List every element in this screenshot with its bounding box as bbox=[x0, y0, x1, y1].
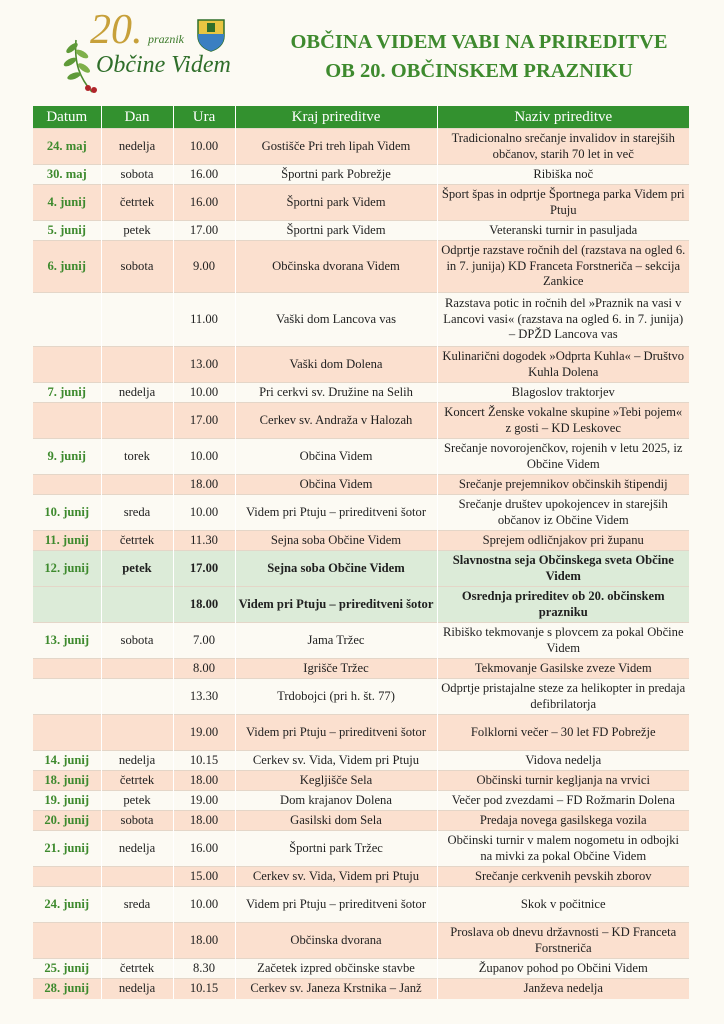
date-cell: 24. junij bbox=[33, 887, 101, 923]
day-cell: nedelja bbox=[101, 751, 173, 771]
table-row bbox=[33, 659, 689, 679]
date-cell bbox=[33, 293, 101, 347]
table-row bbox=[33, 293, 689, 347]
header-datum: Datum bbox=[33, 106, 101, 129]
table-body bbox=[33, 129, 689, 999]
day-cell: sobota bbox=[101, 165, 173, 185]
time-cell: 15.00 bbox=[173, 867, 235, 887]
event-cell: Vidova nedelja bbox=[437, 751, 689, 771]
event-cell: Tradicionalno srečanje invalidov in starejših občanov, starih 70 let in več bbox=[437, 129, 689, 165]
title-line-2: OB 20. OBČINSKEM PRAZNIKU bbox=[325, 60, 633, 82]
event-cell: Skok v počitnice bbox=[437, 887, 689, 923]
place-cell: Občinska dvorana bbox=[235, 923, 437, 959]
day-cell bbox=[101, 587, 173, 623]
table-row bbox=[33, 623, 689, 659]
table-row bbox=[33, 751, 689, 771]
time-cell: 16.00 bbox=[173, 831, 235, 867]
time-cell: 18.00 bbox=[173, 771, 235, 791]
day-cell bbox=[101, 347, 173, 383]
day-cell: sobota bbox=[101, 811, 173, 831]
date-cell: 7. junij bbox=[33, 383, 101, 403]
day-cell: četrtek bbox=[101, 185, 173, 221]
place-cell: Občinska dvorana Videm bbox=[235, 241, 437, 293]
place-cell: Cerkev sv. Janeza Krstnika – Janž bbox=[235, 979, 437, 999]
event-cell: Občinski turnir v malem nogometu in odbojki na mivki za pokal Občine Videm bbox=[437, 831, 689, 867]
event-cell: Kulinarični dogodek »Odprta Kuhla« – Društvo Kuhla Dolena bbox=[437, 347, 689, 383]
place-cell: Začetek izpred občinske stavbe bbox=[235, 959, 437, 979]
time-cell: 11.30 bbox=[173, 531, 235, 551]
date-cell: 5. junij bbox=[33, 221, 101, 241]
event-cell: Srečanje prejemnikov občinskih štipendij bbox=[437, 475, 689, 495]
table-row bbox=[33, 185, 689, 221]
event-cell: Slavnostna seja Občinskega sveta Občine Videm bbox=[437, 551, 689, 587]
logo-name: Občine Videm bbox=[96, 52, 231, 78]
place-cell: Kegljišče Sela bbox=[235, 771, 437, 791]
event-cell: Folklorni večer – 30 let FD Pobrežje bbox=[437, 715, 689, 751]
place-cell: Vaški dom Dolena bbox=[235, 347, 437, 383]
time-cell: 18.00 bbox=[173, 475, 235, 495]
table-row bbox=[33, 383, 689, 403]
day-cell: petek bbox=[101, 221, 173, 241]
day-cell bbox=[101, 923, 173, 959]
time-cell: 10.15 bbox=[173, 979, 235, 999]
time-cell: 8.30 bbox=[173, 959, 235, 979]
time-cell: 19.00 bbox=[173, 791, 235, 811]
event-cell: Ribiško tekmovanje s plovcem za pokal Občine Videm bbox=[437, 623, 689, 659]
day-cell bbox=[101, 867, 173, 887]
date-cell: 13. junij bbox=[33, 623, 101, 659]
table-row bbox=[33, 439, 689, 475]
time-cell: 13.30 bbox=[173, 679, 235, 715]
day-cell bbox=[101, 659, 173, 679]
page-title bbox=[244, 28, 714, 86]
day-cell: četrtek bbox=[101, 959, 173, 979]
time-cell: 8.00 bbox=[173, 659, 235, 679]
table-row bbox=[33, 791, 689, 811]
date-cell bbox=[33, 347, 101, 383]
event-cell: Ribiška noč bbox=[437, 165, 689, 185]
date-cell: 12. junij bbox=[33, 551, 101, 587]
page-header bbox=[0, 0, 724, 104]
header-ura: Ura bbox=[173, 106, 235, 129]
date-cell: 10. junij bbox=[33, 495, 101, 531]
table-row bbox=[33, 867, 689, 887]
time-cell: 17.00 bbox=[173, 403, 235, 439]
day-cell: nedelja bbox=[101, 979, 173, 999]
day-cell: četrtek bbox=[101, 771, 173, 791]
event-cell: Srečanje cerkvenih pevskih zborov bbox=[437, 867, 689, 887]
table-row bbox=[33, 403, 689, 439]
place-cell: Videm pri Ptuju – prireditveni šotor bbox=[235, 887, 437, 923]
date-cell: 24. maj bbox=[33, 129, 101, 165]
time-cell: 16.00 bbox=[173, 165, 235, 185]
time-cell: 7.00 bbox=[173, 623, 235, 659]
place-cell: Sejna soba Občine Videm bbox=[235, 531, 437, 551]
table-row bbox=[33, 129, 689, 165]
place-cell: Jama Tržec bbox=[235, 623, 437, 659]
time-cell: 10.00 bbox=[173, 383, 235, 403]
table-row bbox=[33, 771, 689, 791]
event-cell: Koncert Ženske vokalne skupine »Tebi pojem« z gosti – KD Leskovec bbox=[437, 403, 689, 439]
day-cell: nedelja bbox=[101, 383, 173, 403]
day-cell: sreda bbox=[101, 887, 173, 923]
event-cell: Šport špas in odprtje Športnega parka Videm pri Ptuju bbox=[437, 185, 689, 221]
date-cell bbox=[33, 587, 101, 623]
date-cell: 14. junij bbox=[33, 751, 101, 771]
event-cell: Proslava ob dnevu državnosti – KD Franceta Forstneriča bbox=[437, 923, 689, 959]
table-row bbox=[33, 679, 689, 715]
date-cell bbox=[33, 403, 101, 439]
event-cell: Razstava potic in ročnih del »Praznik na vasi v Lancovi vasi« (razstava na ogled 6. in 7. junija) – DPŽD Lancova vas bbox=[437, 293, 689, 347]
place-cell: Gasilski dom Sela bbox=[235, 811, 437, 831]
table-row bbox=[33, 887, 689, 923]
day-cell bbox=[101, 715, 173, 751]
event-cell: Odprtje pristajalne steze za helikopter in predaja defibrilatorja bbox=[437, 679, 689, 715]
place-cell: Dom krajanov Dolena bbox=[235, 791, 437, 811]
date-cell: 30. maj bbox=[33, 165, 101, 185]
date-cell bbox=[33, 679, 101, 715]
place-cell: Videm pri Ptuju – prireditveni šotor bbox=[235, 495, 437, 531]
event-cell: Predaja novega gasilskega vozila bbox=[437, 811, 689, 831]
logo-number: 20. bbox=[90, 7, 143, 53]
table-row bbox=[33, 959, 689, 979]
day-cell: četrtek bbox=[101, 531, 173, 551]
table-header-row bbox=[33, 106, 689, 129]
place-cell: Cerkev sv. Vida, Videm pri Ptuju bbox=[235, 751, 437, 771]
date-cell: 18. junij bbox=[33, 771, 101, 791]
event-cell: Janževa nedelja bbox=[437, 979, 689, 999]
place-cell: Trdobojci (pri h. št. 77) bbox=[235, 679, 437, 715]
place-cell: Sejna soba Občine Videm bbox=[235, 551, 437, 587]
time-cell: 10.00 bbox=[173, 439, 235, 475]
table-row bbox=[33, 923, 689, 959]
time-cell: 10.15 bbox=[173, 751, 235, 771]
date-cell bbox=[33, 659, 101, 679]
table-row bbox=[33, 221, 689, 241]
place-cell: Videm pri Ptuju – prireditveni šotor bbox=[235, 587, 437, 623]
table-row bbox=[33, 241, 689, 293]
time-cell: 9.00 bbox=[173, 241, 235, 293]
date-cell: 6. junij bbox=[33, 241, 101, 293]
day-cell bbox=[101, 475, 173, 495]
place-cell: Gostišče Pri treh lipah Videm bbox=[235, 129, 437, 165]
table-row bbox=[33, 495, 689, 531]
logo bbox=[62, 7, 232, 96]
table-row bbox=[33, 347, 689, 383]
logo-praznik: praznik bbox=[148, 32, 184, 46]
time-cell: 18.00 bbox=[173, 811, 235, 831]
date-cell: 4. junij bbox=[33, 185, 101, 221]
header-dan: Dan bbox=[101, 106, 173, 129]
place-cell: Cerkev sv. Andraža v Halozah bbox=[235, 403, 437, 439]
place-cell: Športni park Videm bbox=[235, 221, 437, 241]
date-cell: 9. junij bbox=[33, 439, 101, 475]
date-cell bbox=[33, 923, 101, 959]
place-cell: Občina Videm bbox=[235, 439, 437, 475]
day-cell bbox=[101, 403, 173, 439]
place-cell: Videm pri Ptuju – prireditveni šotor bbox=[235, 715, 437, 751]
date-cell: 11. junij bbox=[33, 531, 101, 551]
day-cell: petek bbox=[101, 551, 173, 587]
events-table bbox=[33, 106, 689, 999]
day-cell: petek bbox=[101, 791, 173, 811]
table-row bbox=[33, 531, 689, 551]
time-cell: 17.00 bbox=[173, 221, 235, 241]
date-cell: 20. junij bbox=[33, 811, 101, 831]
day-cell bbox=[101, 679, 173, 715]
event-cell: Srečanje novorojenčkov, rojenih v letu 2025, iz Občine Videm bbox=[437, 439, 689, 475]
day-cell: torek bbox=[101, 439, 173, 475]
place-cell: Cerkev sv. Vida, Videm pri Ptuju bbox=[235, 867, 437, 887]
table-row bbox=[33, 475, 689, 495]
title-line-1: OBČINA VIDEM VABI NA PRIREDITVE bbox=[290, 31, 668, 53]
time-cell: 10.00 bbox=[173, 495, 235, 531]
date-cell: 25. junij bbox=[33, 959, 101, 979]
time-cell: 18.00 bbox=[173, 587, 235, 623]
day-cell: nedelja bbox=[101, 129, 173, 165]
event-cell: Odprtje razstave ročnih del (razstava na ogled 6. in 7. junija) KD Franceta Forstneriča – sekcija Zankice bbox=[437, 241, 689, 293]
date-cell: 19. junij bbox=[33, 791, 101, 811]
day-cell: sobota bbox=[101, 241, 173, 293]
table-row bbox=[33, 165, 689, 185]
event-cell: Večer pod zvezdami – FD Rožmarin Dolena bbox=[437, 791, 689, 811]
place-cell: Vaški dom Lancova vas bbox=[235, 293, 437, 347]
time-cell: 16.00 bbox=[173, 185, 235, 221]
event-cell: Srečanje društev upokojencev in starejših občanov iz Občine Videm bbox=[437, 495, 689, 531]
place-cell: Igrišče Tržec bbox=[235, 659, 437, 679]
header-naziv: Naziv prireditve bbox=[437, 106, 689, 129]
time-cell: 13.00 bbox=[173, 347, 235, 383]
event-cell: Tekmovanje Gasilske zveze Videm bbox=[437, 659, 689, 679]
time-cell: 10.00 bbox=[173, 129, 235, 165]
time-cell: 17.00 bbox=[173, 551, 235, 587]
time-cell: 19.00 bbox=[173, 715, 235, 751]
table-row bbox=[33, 551, 689, 587]
table-row bbox=[33, 811, 689, 831]
place-cell: Športni park Tržec bbox=[235, 831, 437, 867]
event-cell: Veteranski turnir in pasuljada bbox=[437, 221, 689, 241]
day-cell: nedelja bbox=[101, 831, 173, 867]
time-cell: 11.00 bbox=[173, 293, 235, 347]
place-cell: Športni park Pobrežje bbox=[235, 165, 437, 185]
day-cell: sreda bbox=[101, 495, 173, 531]
table-row bbox=[33, 831, 689, 867]
coat-of-arms-icon bbox=[196, 18, 226, 52]
table-row bbox=[33, 715, 689, 751]
time-cell: 18.00 bbox=[173, 923, 235, 959]
place-cell: Pri cerkvi sv. Družine na Selih bbox=[235, 383, 437, 403]
day-cell: sobota bbox=[101, 623, 173, 659]
date-cell: 21. junij bbox=[33, 831, 101, 867]
event-cell: Županov pohod po Občini Videm bbox=[437, 959, 689, 979]
event-cell: Sprejem odličnjakov pri županu bbox=[437, 531, 689, 551]
time-cell: 10.00 bbox=[173, 887, 235, 923]
date-cell bbox=[33, 867, 101, 887]
date-cell: 28. junij bbox=[33, 979, 101, 999]
table-row bbox=[33, 587, 689, 623]
header-kraj: Kraj prireditve bbox=[235, 106, 437, 129]
date-cell bbox=[33, 475, 101, 495]
event-cell: Osrednja prireditev ob 20. občinskem prazniku bbox=[437, 587, 689, 623]
event-cell: Blagoslov traktorjev bbox=[437, 383, 689, 403]
day-cell bbox=[101, 293, 173, 347]
event-cell: Občinski turnir kegljanja na vrvici bbox=[437, 771, 689, 791]
place-cell: Občina Videm bbox=[235, 475, 437, 495]
place-cell: Športni park Videm bbox=[235, 185, 437, 221]
date-cell bbox=[33, 715, 101, 751]
table-row bbox=[33, 979, 689, 999]
